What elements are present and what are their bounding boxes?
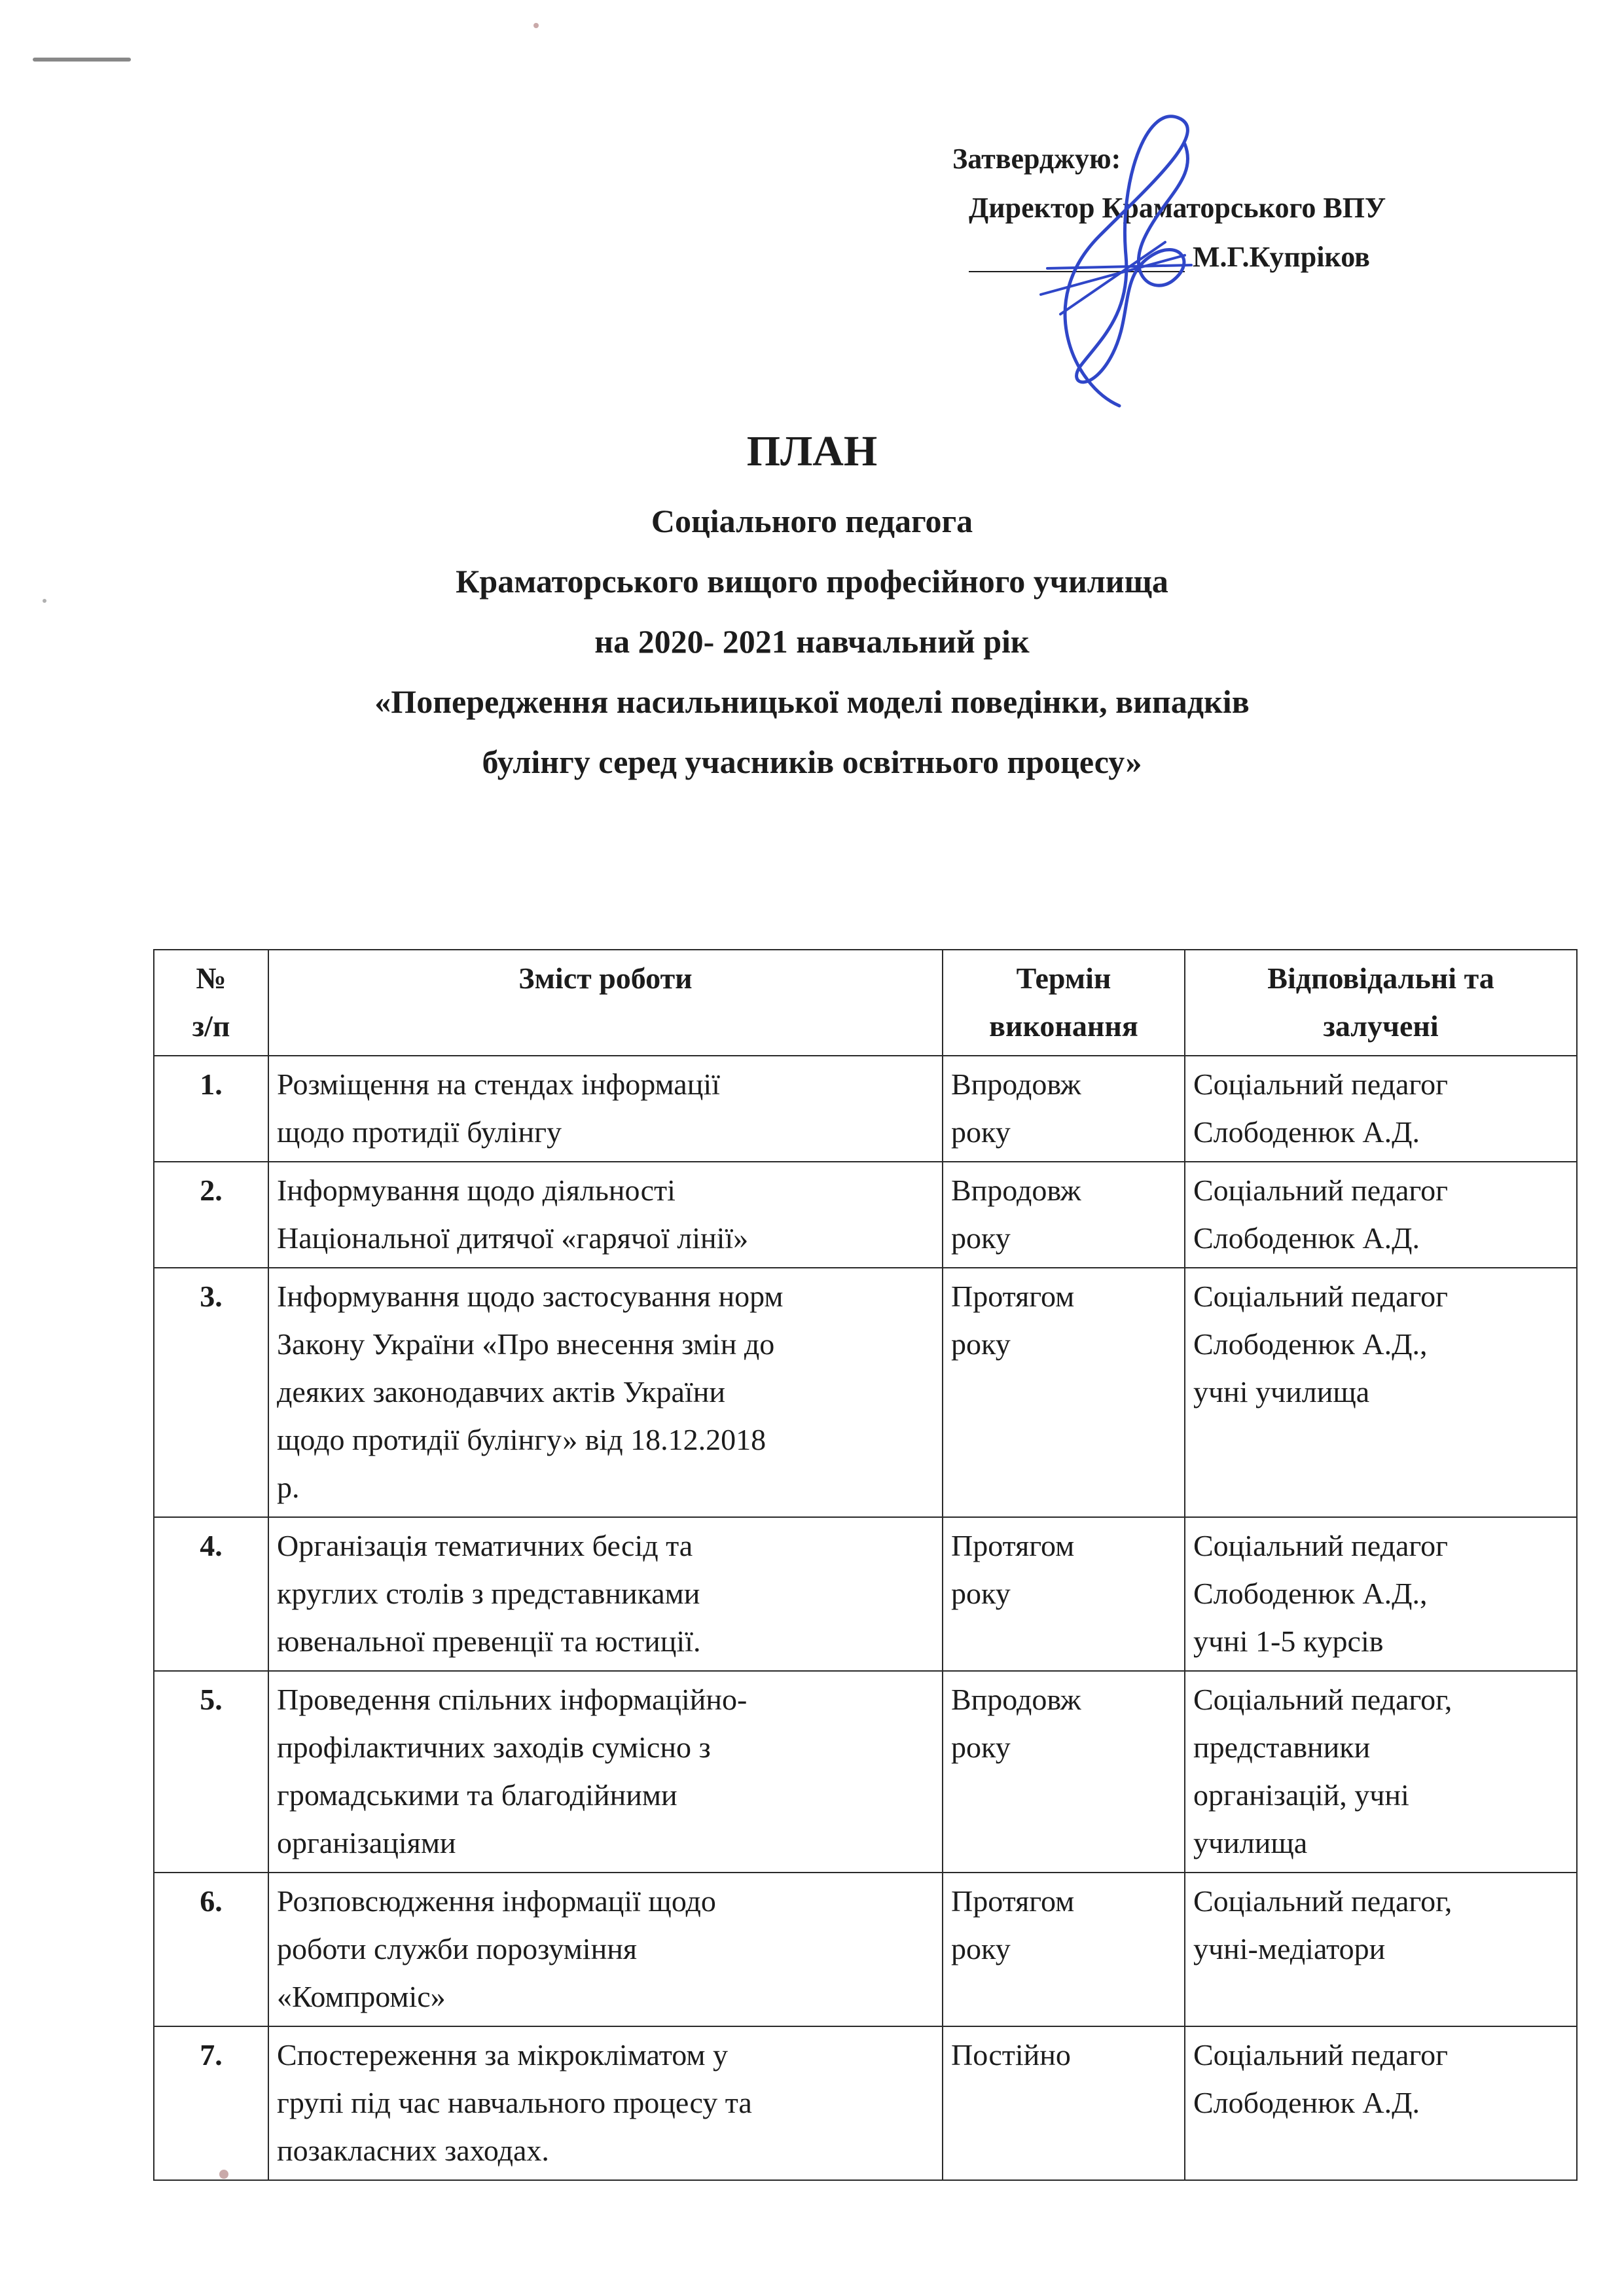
row-term: Впродовж року: [943, 1671, 1185, 1873]
title-line-1: Соціального педагога: [651, 503, 973, 539]
header-num: № з/п: [154, 950, 268, 1056]
row-number: 7.: [154, 2026, 268, 2180]
header-responsible: Відповідальні та залучені: [1185, 950, 1577, 1056]
row-term: Протягом року: [943, 1517, 1185, 1671]
row-content: Інформування щодо застосування норм Закону України «Про внесення змін до деяких законодавчих актів України щодо протидії булінгу» від 18.12.2018 р.: [268, 1268, 943, 1517]
row-number: 1.: [154, 1056, 268, 1162]
table-row: [154, 1873, 1577, 2026]
document-title-block: [0, 419, 1624, 792]
approval-heading: Затверджую:: [952, 143, 1121, 175]
table-row: [154, 1268, 1577, 1517]
scan-artifact: [33, 58, 131, 62]
row-term: Впродовж року: [943, 1056, 1185, 1162]
header-content: Зміст роботи: [268, 950, 943, 1056]
row-term: Протягом року: [943, 1268, 1185, 1517]
row-responsible: Соціальний педагог Слободенюк А.Д., учні 1-5 курсів: [1185, 1517, 1577, 1671]
table-header-row: [154, 950, 1577, 1056]
handwritten-signature: [1021, 105, 1218, 412]
header-term: Термін виконання: [943, 950, 1185, 1056]
row-content: Проведення спільних інформаційно- профілактичних заходів сумісно з громадськими та благодійними організаціями: [268, 1671, 943, 1873]
row-content: Інформування щодо діяльності Національної дитячої «гарячої лінії»: [268, 1162, 943, 1268]
row-number: 2.: [154, 1162, 268, 1268]
title-line-2: Краматорського вищого професійного училища: [456, 563, 1168, 600]
row-number: 3.: [154, 1268, 268, 1517]
approval-signer: М.Г.Купріков: [1193, 241, 1370, 273]
title-line-5: булінгу серед учасників освітнього процесу»: [482, 744, 1142, 780]
row-content: Розміщення на стендах інформації щодо протидії булінгу: [268, 1056, 943, 1162]
title-line-4: «Попередження насильницької моделі поведінки, випадків: [374, 683, 1250, 720]
approval-position: Директор Краматорського ВПУ: [969, 192, 1386, 224]
table-row: [154, 1517, 1577, 1671]
row-number: 5.: [154, 1671, 268, 1873]
row-responsible: Соціальний педагог Слободенюк А.Д.: [1185, 2026, 1577, 2180]
row-number: 6.: [154, 1873, 268, 2026]
row-content: Спостереження за мікрокліматом у групі під час навчального процесу та позакласних заходах.: [268, 2026, 943, 2180]
document-title: ПЛАН: [746, 427, 878, 475]
row-responsible: Соціальний педагог Слободенюк А.Д.: [1185, 1056, 1577, 1162]
title-line-3: на 2020- 2021 навчальний рік: [594, 623, 1030, 660]
row-responsible: Соціальний педагог, учні-медіатори: [1185, 1873, 1577, 2026]
row-number: 4.: [154, 1517, 268, 1671]
table-row: [154, 1056, 1577, 1162]
row-term: Протягом року: [943, 1873, 1185, 2026]
row-content: Розповсюдження інформації щодо роботи служби порозуміння «Компроміс»: [268, 1873, 943, 2026]
row-responsible: Соціальний педагог Слободенюк А.Д., учні училища: [1185, 1268, 1577, 1517]
row-responsible: Соціальний педагог Слободенюк А.Д.: [1185, 1162, 1577, 1268]
table-row: [154, 2026, 1577, 2180]
row-term: Впродовж року: [943, 1162, 1185, 1268]
row-responsible: Соціальний педагог, представники організацій, учні училища: [1185, 1671, 1577, 1873]
plan-table: [153, 949, 1578, 2181]
table-row: [154, 1671, 1577, 1873]
row-content: Організація тематичних бесід та круглих столів з представниками ювенальної превенції та юстиції.: [268, 1517, 943, 1671]
row-term: Постійно: [943, 2026, 1185, 2180]
scan-artifact: [533, 23, 539, 28]
table-row: [154, 1162, 1577, 1268]
